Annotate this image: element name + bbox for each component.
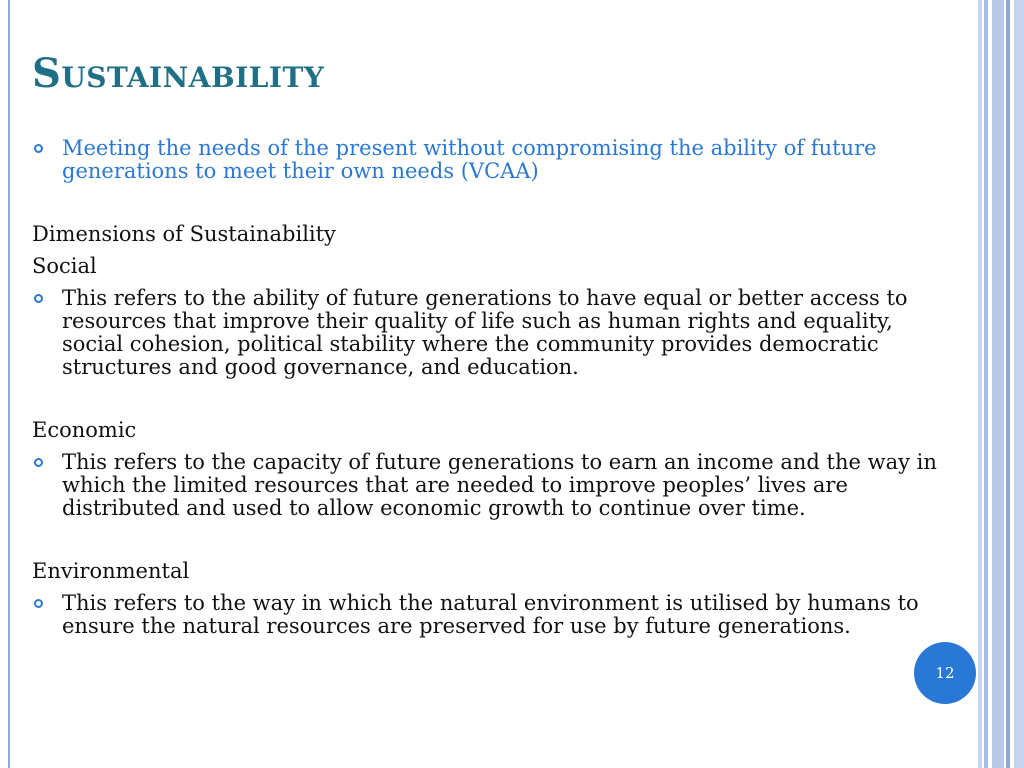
definition-bullet <box>32 137 952 183</box>
hollow-circle-bullet-icon <box>34 294 43 303</box>
page-number-badge: 12 <box>914 642 976 704</box>
section-heading-social: Social <box>32 254 97 278</box>
hollow-circle-bullet-icon <box>34 599 43 608</box>
section-bullet-environmental <box>32 592 952 638</box>
section-text-economic: This refers to the capacity of future generations to earn an income and the way in which the limited resources that are needed to improve peoples’ lives are distributed and used to allow economic growth to continue over time. <box>62 450 937 520</box>
left-border-decoration <box>0 0 10 768</box>
slide-content <box>32 137 952 638</box>
right-stripe-decoration <box>978 0 1024 768</box>
section-heading-economic: Economic <box>32 418 137 442</box>
section-text-social: This refers to the ability of future generations to have equal or better access to resources that improve their quality of life such as human rights and equality, social cohesion, political stability where the community provides democratic structures and good governance, and education. <box>62 286 908 379</box>
section-bullet-economic <box>32 451 952 520</box>
section-heading-environmental: Environmental <box>32 559 190 583</box>
dimensions-heading: Dimensions of Sustainability <box>32 222 336 246</box>
hollow-circle-bullet-icon <box>34 144 43 153</box>
definition-text: Meeting the needs of the present without compromising the ability of future generations to meet their own needs (VCAA) <box>62 136 877 183</box>
section-bullet-social <box>32 287 952 379</box>
hollow-circle-bullet-icon <box>34 458 43 467</box>
section-text-environmental: This refers to the way in which the natural environment is utilised by humans to ensure the natural resources are preserved for use by future generations. <box>62 591 919 638</box>
slide-title: Sustainability <box>32 50 325 97</box>
